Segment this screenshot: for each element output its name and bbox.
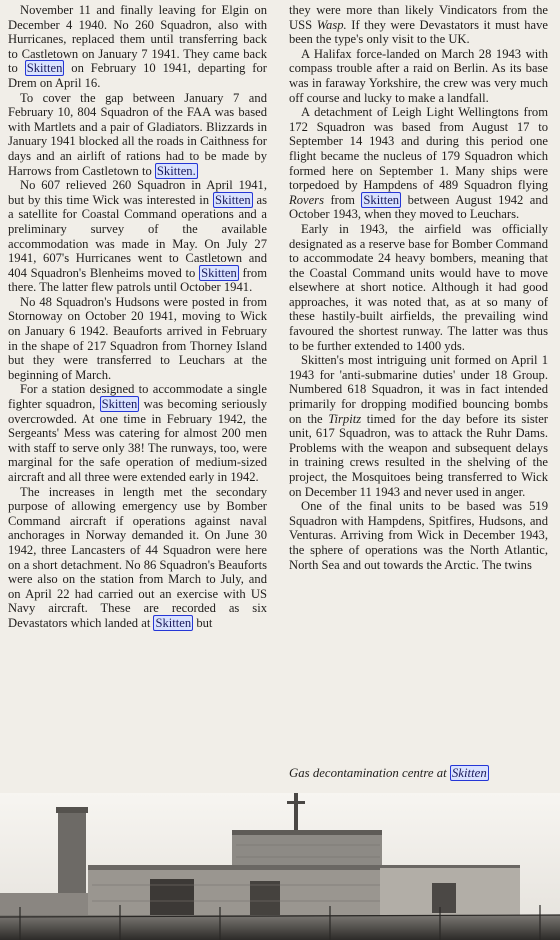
- right-paragraph: [289, 105, 548, 222]
- highlighted-term: Skitten: [451, 766, 487, 780]
- left-paragraph: [8, 91, 267, 179]
- caption-text: Gas decontamination centre at: [289, 766, 450, 780]
- left-paragraph: [8, 3, 267, 91]
- left-paragraph: [8, 382, 267, 484]
- right-paragraph: [289, 3, 548, 47]
- text-run: To cover the gap between January 7 and February 10, 804 Squadron of the FAA was based with Martlets and a pair of Gladiators. Blizzards in January 1941 blocked all the roads in Caithness for days and an airlift of rations had to be made by Harrows from Castletown to: [8, 90, 267, 178]
- text-run: as a satellite for Coastal Command operations and a preliminary survey of the available accommodation was made in May. On July 27 1941, 607's Hurricanes went to Castletown and 404 Squadron's Blenheims moved to: [8, 192, 267, 280]
- right-text-column: [289, 3, 548, 572]
- text-run: timed for the day before its sister unit, 617 Squadron, was to attack the Ruhr Dams. Problems with the weapon and subsequent delays in training crews resulted in the shelving of the project, the Mosquitoes being transferred to Wick on December 11 1943 and never used in anger.: [289, 411, 548, 499]
- photo-caption: [289, 766, 548, 781]
- text-run: Skitten's most intriguing unit formed on April 1 1943 for 'anti-submarine duties' under 18 Group. Numbered 618 Squadron, it was in fact intended primarily for dropping modified bouncing bombs on the: [289, 353, 548, 426]
- text-run: from there. The latter flew patrols until October 1941.: [8, 265, 267, 295]
- text-run: they were more than likely Vindicators from the USS: [289, 3, 548, 32]
- text-run: Early in 1943, the airfield was officially designated as a reserve base for Bomber Command to accommodate 24 heavy bombers, meaning that the Coastal Command units would have to move elsewhere at short notice. Although it had good approaches, it was noted that, as at so many of these hastily-built airfields, the prevailing wind favoured the shortest runway. The latter was thus to be further extended to 1400 yds.: [289, 221, 548, 353]
- left-paragraph: [8, 178, 267, 295]
- text-run: from: [323, 192, 362, 207]
- text-run: was becoming seriously overcrowded. At one time in February 1942, the Sergeants' Mess was catering for almost 200 men with staff to serve only 38! The runways, too, were marginal for the safe operation of medium-sized aircraft and all three were extended early in 1942.: [8, 397, 268, 484]
- highlighted-term: Skitten: [26, 61, 63, 76]
- left-text-column: [8, 3, 267, 631]
- text-run: Wasp.: [316, 17, 347, 32]
- right-paragraph: [289, 353, 548, 499]
- text-run: A detachment of Leigh Light Wellingtons from 172 Squadron was based from August 17 to September 14 1943 and during this period one flight became the nucleus of 179 Squadron which formed here on September 1. Many ships were torpedoed by Hampdens of 489 Squadron flying: [289, 105, 548, 193]
- left-paragraph: [8, 485, 267, 631]
- text-run: No 48 Squadron's Hudsons were posted in from Stornoway on October 20 1941, moving to Wick on January 6 1942. Beauforts arrived in February in the shape of 217 Squadron from Thorney Island but they were transferred to Leuchars at the beginning of March.: [8, 294, 267, 382]
- text-run: on February 10 1941, departing for Drem on April 16.: [8, 61, 267, 90]
- text-run: For a station designed to accommodate a single fighter squadron,: [8, 382, 267, 412]
- right-paragraph: [289, 499, 548, 572]
- highlighted-term: Skitten: [363, 192, 400, 207]
- right-paragraph: [289, 47, 548, 105]
- text-run: November 11 and finally leaving for Elgin on December 4 1940. No 260 Squadron, also with Hurricanes, replaced them until transferring back to Castletown on January 7 1941. They came back to: [8, 3, 267, 76]
- highlighted-term: Skitten: [101, 397, 138, 412]
- text-run: Rovers: [289, 192, 324, 207]
- highlighted-term: Skitten.: [156, 163, 196, 178]
- text-run: One of the final units to be based was 519 Squadron with Hampdens, Spitfires, Hudsons, and Venturas. Arriving from Wick in December 1943, the sphere of operations was the North Atlantic, North Sea and out towards the Arctic. The twins: [289, 499, 548, 572]
- highlighted-term: Skitten: [214, 192, 251, 207]
- photograph-decontamination-centre: [0, 793, 560, 940]
- text-run: Tirpitz: [328, 411, 362, 426]
- text-run: No 607 relieved 260 Squadron in April 1941, but by this time Wick was interested in: [8, 178, 267, 207]
- building-photo-illustration: [0, 793, 560, 940]
- text-run: If they were Devastators it must have been the type's only visit to the UK.: [289, 17, 548, 47]
- highlighted-term: Skitten: [155, 615, 192, 630]
- text-run: A Halifax force-landed on March 28 1943 with compass trouble after a raid on Berlin. As its base was in faraway Yorkshire, the crew was very much off course and lucky to make a landfall.: [289, 46, 548, 105]
- right-paragraph: [289, 222, 548, 353]
- text-run: between August 1942 and October 1943, when they moved to Leuchars.: [289, 192, 548, 222]
- left-paragraph: [8, 295, 267, 383]
- text-run: but: [193, 615, 213, 630]
- highlighted-term: Skitten: [201, 265, 237, 280]
- text-run: The increases in length met the secondary purpose of allowing emergency use by Bomber Command aircraft if operations against naval anchorages in Norway demanded it. On June 30 1942, three Lancasters of 44 Squadron were here on a short detachment. No 86 Squadron's Beauforts were also on the station from March to July, and on April 22 had carried out an exercise with US Navy aircraft. These are recorded as six Devastators which landed at: [8, 484, 267, 630]
